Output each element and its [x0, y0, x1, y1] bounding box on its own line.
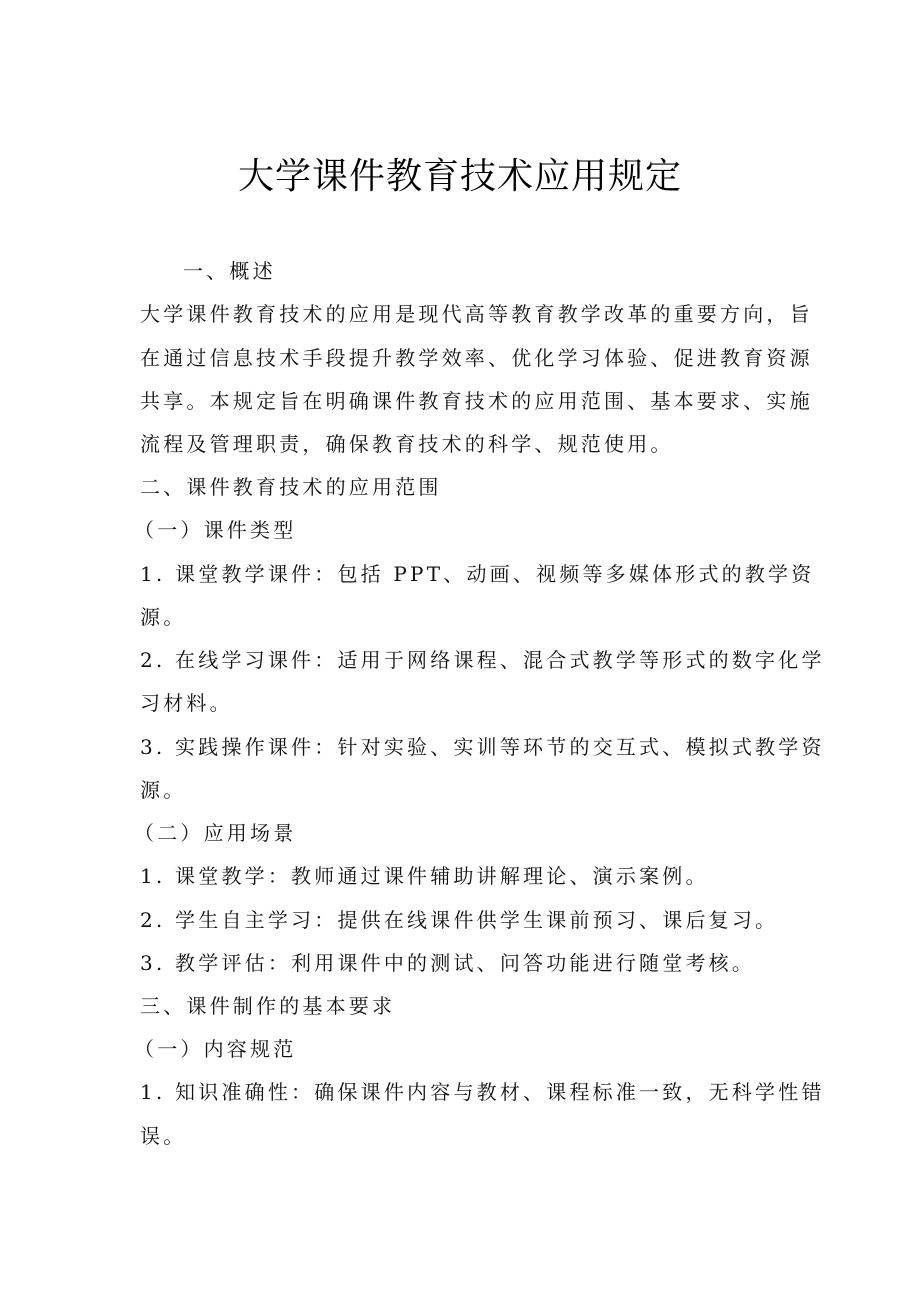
paragraph-line: 在通过信息技术手段提升教学效率、优化学习体验、促进教育资源	[140, 346, 813, 370]
section-heading-requirements: 三、课件制作的基本要求	[140, 994, 396, 1018]
section-heading-scope: 二、课件教育技术的应用范围	[140, 475, 442, 499]
section-heading-overview: 一、概述	[183, 259, 276, 283]
paragraph-line: 大学课件教育技术的应用是现代高等教育教学改革的重要方向，旨	[140, 302, 813, 326]
subsection-heading-scenarios: （二）应用场景	[134, 821, 297, 845]
paragraph-line: 流程及管理职责，确保教育技术的科学、规范使用。	[140, 432, 674, 456]
list-item: 3. 教学评估：利用课件中的测试、问答功能进行随堂考核。	[140, 951, 756, 975]
list-item: 2. 在线学习课件：适用于网络课程、混合式教学等形式的数字化学	[140, 648, 825, 672]
list-item: 1. 课堂教学：教师通过课件辅助讲解理论、演示案例。	[140, 864, 709, 888]
list-item-continuation: 误。	[140, 1124, 187, 1148]
list-item: 3. 实践操作课件：针对实验、实训等环节的交互式、模拟式教学资	[140, 735, 825, 759]
list-item-continuation: 习材料。	[140, 691, 233, 715]
subsection-heading-content: （一）内容规范	[134, 1037, 297, 1061]
list-item: 1. 课堂教学课件：包括 PPT、动画、视频等多媒体形式的教学资	[140, 562, 815, 586]
paragraph-line: 共享。本规定旨在明确课件教育技术的应用范围、基本要求、实施	[140, 389, 813, 413]
list-item: 2. 学生自主学习：提供在线课件供学生课前预习、课后复习。	[140, 908, 779, 932]
list-item-continuation: 源。	[140, 605, 187, 629]
list-item: 1. 知识准确性：确保课件内容与教材、课程标准一致，无科学性错	[140, 1080, 825, 1104]
document-title: 大学课件教育技术应用规定	[237, 156, 682, 197]
list-item-continuation: 源。	[140, 778, 187, 802]
subsection-heading-types: （一）课件类型	[134, 518, 297, 542]
